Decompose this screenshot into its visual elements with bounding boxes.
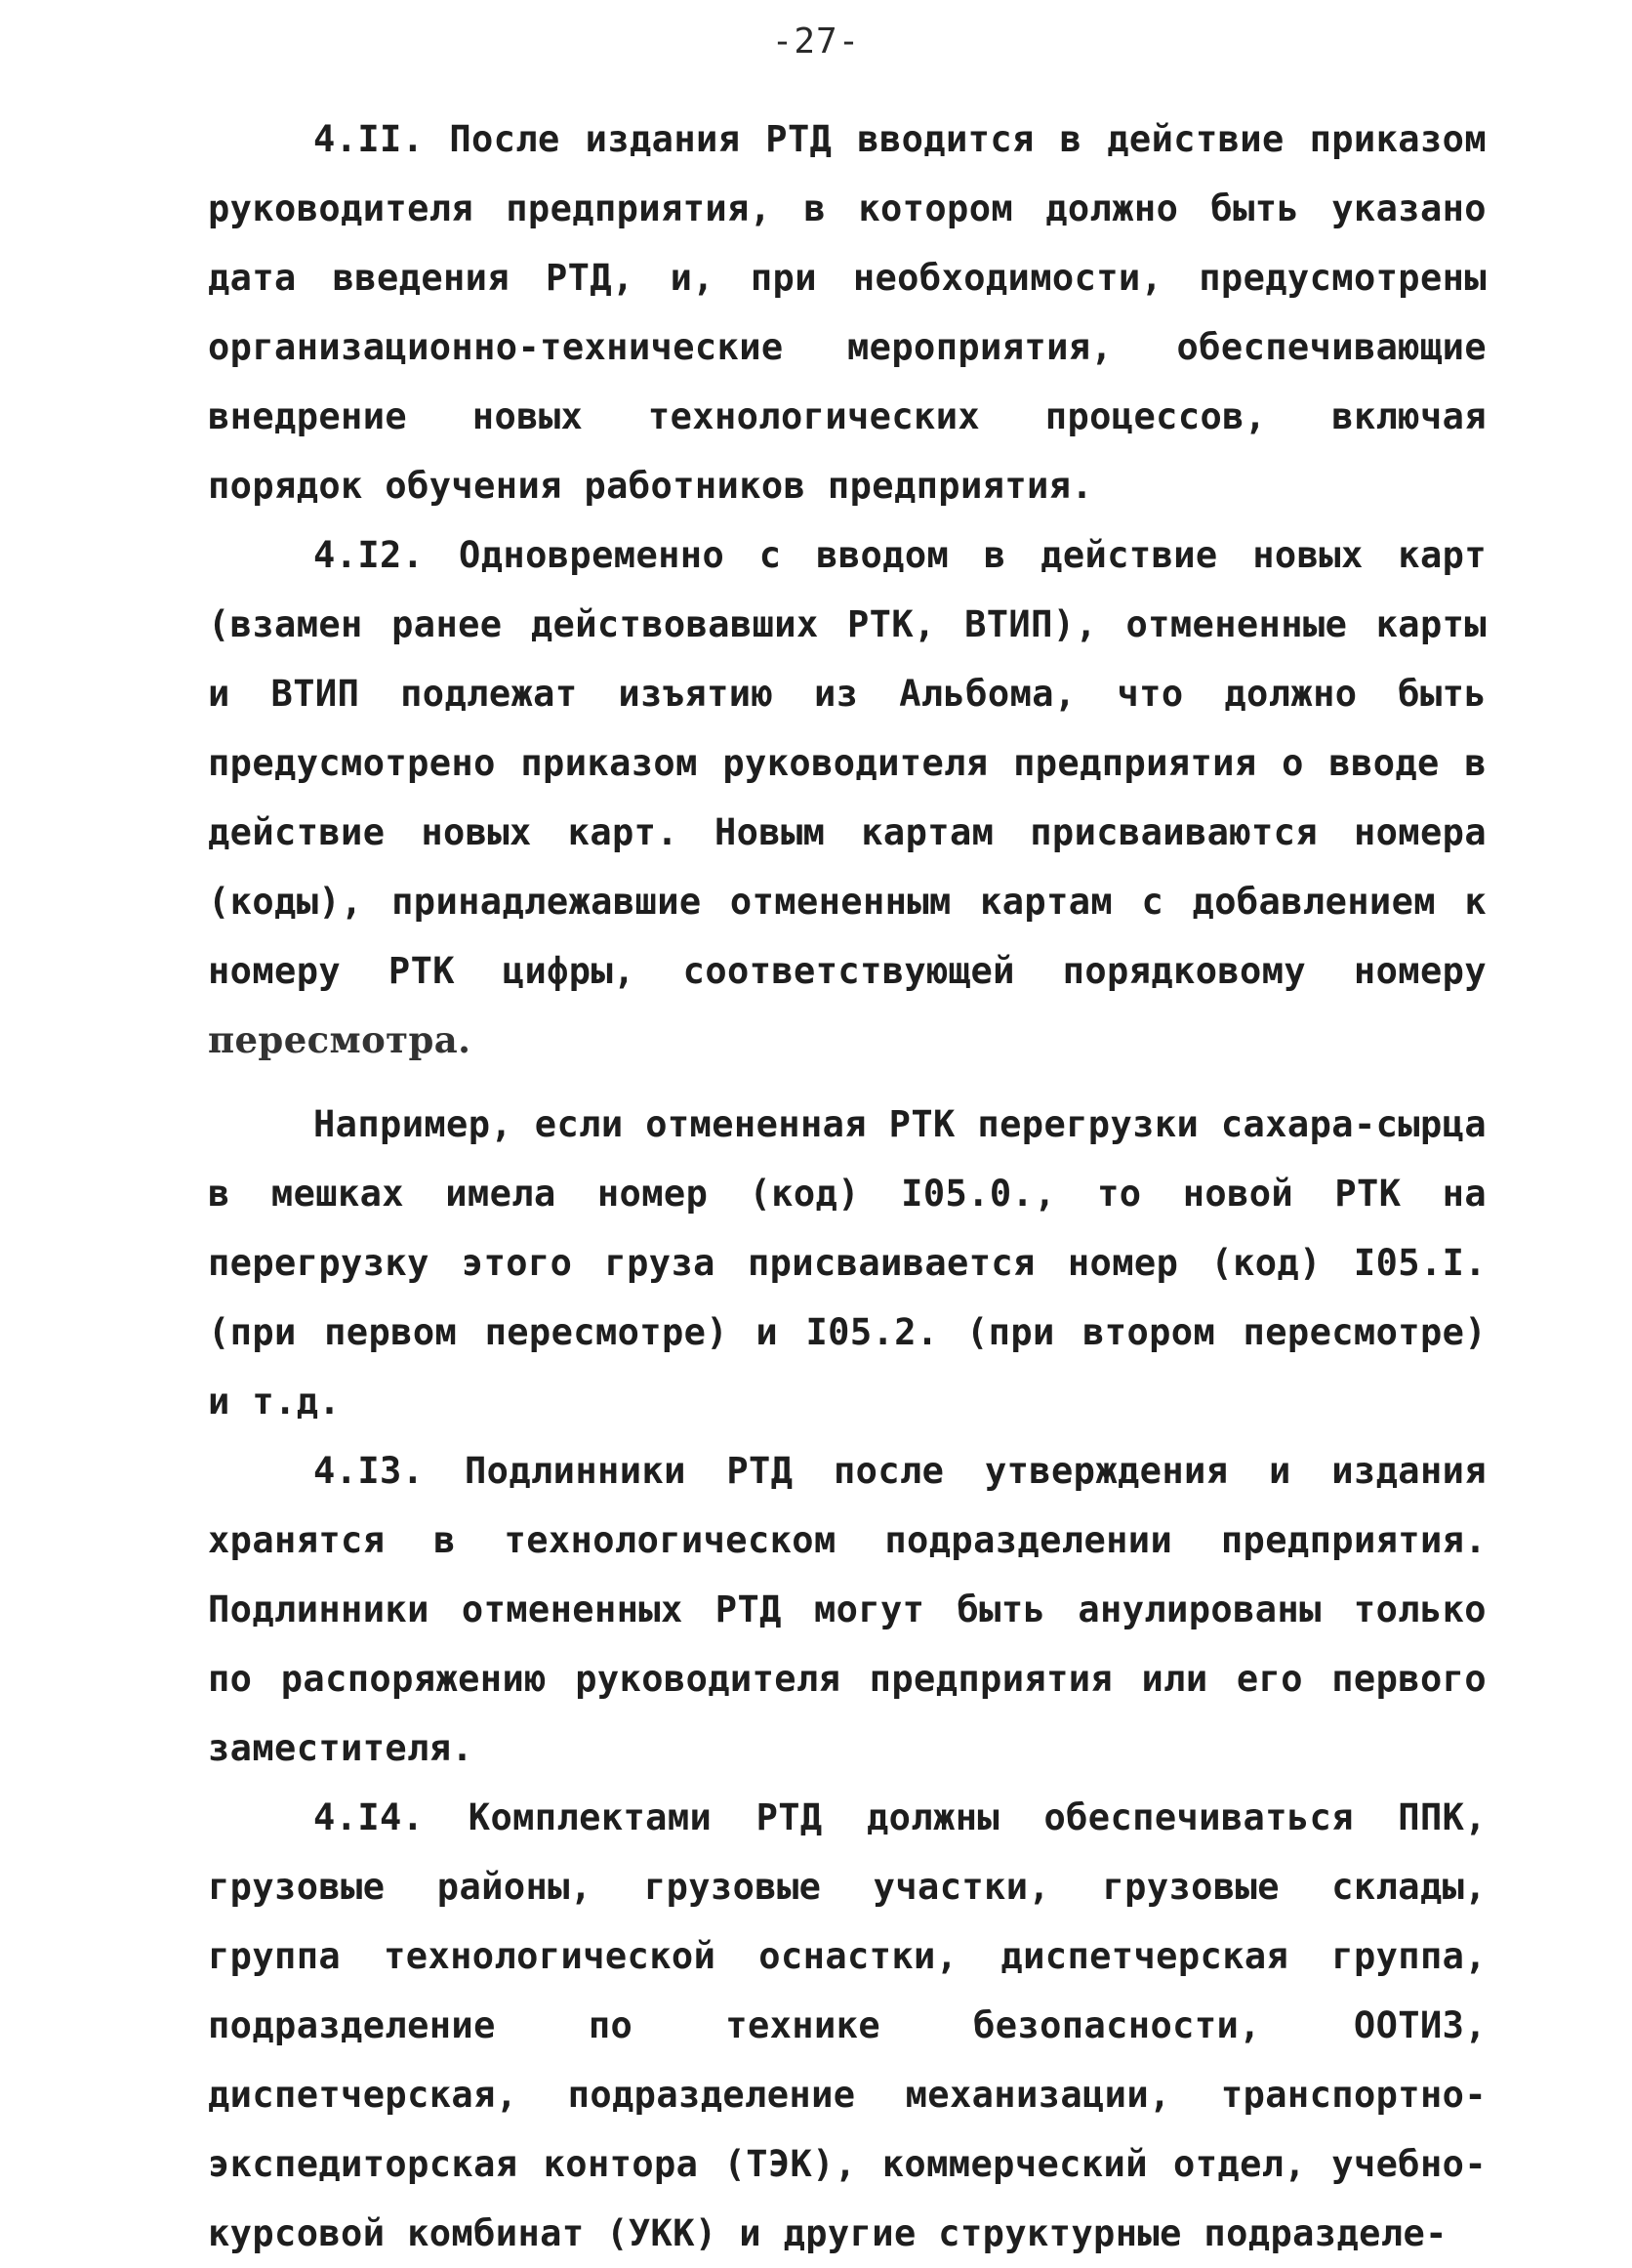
paragraph-example: Например, если отмененная РТК перегрузки сахара-сырца в мешках имела номер (код) I05.0., то новой РТК на перегрузку этого груза присваивается номер (код) I05.I. (при первом пересмотре) и I05.2. (при втором пересмотре) и т.д. [208,1103,1487,1423]
paragraph-4-12 [208,520,1487,1075]
paragraph-4-13: 4.I3. Подлинники РТД после утверждения и издания хранятся в технологическом подразделении предприятия. Подлинники отмененных РТД могут быть анулированы только по распоряжению руководителя предприятия или его первого заместителя. [208,1450,1487,1769]
paragraph-4-11: 4.II. После издания РТД вводится в действие приказом руководителя предприятия, в котором должно быть указано дата введения РТД, и, при необходимости, предусмотрены организационно-технические мероприятия, обеспечивающие внедрение новых технологических процессов, включая порядок обучения работников предприятия. [208,118,1487,507]
paragraph-4-14: 4.I4. Комплектами РТД должны обеспечиваться ППК, грузовые районы, грузовые участки, грузовые склады, группа технологической оснастки, диспетчерская группа, подразделение по технике безопасности, ООТИЗ, диспетчерская, подразделение механизации, транспортно-экспедиторская контора (ТЭК), коммерческий отдел, учебно-курсовой комбинат (УКК) и другие структурные подразделе- [208,1796,1487,2254]
page-number: -27- [771,21,861,62]
section-a [208,104,1487,1075]
section-b [208,1090,1487,2268]
stamped-word: пересмотра. [208,1018,471,1061]
paragraph-4-12-text: 4.I2. Одновременно с вводом в действие новых карт (взамен ранее действовавших РТК, ВТИП), отмененные карты и ВТИП подлежат изъятию из Альбома, что должно быть предусмотрено приказом руководителя предприятия о вводе в действие новых карт. Новым картам присваиваются номера (коды), принадлежавшие отмененным картам с добавлением к номеру РТК цифры, соответствующей порядковому номеру [208,534,1487,992]
